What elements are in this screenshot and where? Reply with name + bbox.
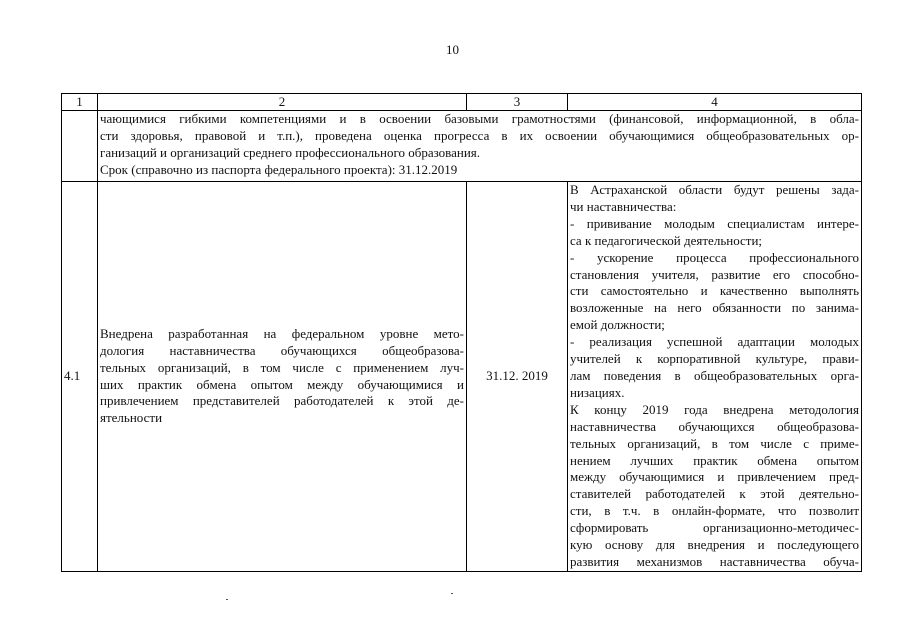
event-line: ших практик обмена опытом между обучающимися и: [100, 376, 464, 392]
header-col-3: 3: [467, 94, 568, 111]
continuation-line: ганизаций и организаций среднего профессионального образования.: [100, 144, 481, 160]
result-line: - реализация успешной адаптации молодых: [570, 334, 859, 350]
result-line: В Астраханской области будут решены зада-: [570, 182, 859, 197]
result-line: кую основу для внедрения и последующего: [570, 537, 859, 553]
result-line: наставничества обучающихся общеобразова-: [570, 418, 859, 434]
result-line: сти самостоятельно и качественно выполнять: [570, 283, 859, 299]
continuation-row: [62, 111, 862, 182]
table-row: [62, 182, 862, 572]
deadline-date-cell: 31.12. 2019: [467, 182, 568, 572]
event-line: тельных организаций, в том числе с применением луч-: [100, 359, 464, 375]
result-line: нением лучших практик обмена опытом: [570, 452, 859, 468]
header-col-1: 1: [62, 94, 98, 111]
result-line: становления учителя, развитие его способно-: [570, 266, 859, 282]
result-line: учителей к корпоративной культуре, прави-: [570, 351, 859, 367]
result-line: ставителей работодателей к этой деятельно-: [570, 486, 859, 502]
scan-speck: [226, 599, 228, 600]
result-line: тельных организаций, в том числе с приме-: [570, 435, 859, 451]
result-line: - прививание молодым специалистам интере-: [570, 215, 859, 231]
scan-speck: [451, 593, 453, 594]
row-number: 4.1: [62, 182, 98, 572]
result-line: са к педагогической деятельности;: [570, 232, 763, 248]
result-line: - ускорение процесса профессионального: [570, 249, 859, 265]
document-table: [61, 93, 862, 572]
result-line: возложенные на него обязанности по занима-: [570, 300, 859, 316]
result-line: между обучающимися и привлечением пред-: [570, 469, 859, 485]
header-col-2: 2: [98, 94, 467, 111]
event-line: ятельности: [100, 410, 163, 426]
continuation-line: сти здоровья, правовой и т.п.), проведена оценка прогресса в их освоении обучающимися общеобразовательных ор-: [100, 127, 859, 143]
result-line: низациях.: [570, 384, 625, 400]
result-line: сформировать организационно-методичес-: [570, 520, 859, 536]
table-header-row: [62, 94, 862, 111]
result-line: сти, в т.ч. в онлайн-формате, что позволит: [570, 503, 859, 519]
result-line: чи наставничества:: [570, 198, 677, 214]
page-number: 10: [446, 42, 459, 57]
header-col-4: 4: [568, 94, 862, 111]
event-line: Внедрена разработанная на федеральном уровне мето-: [100, 325, 464, 341]
result-line: емой должности;: [570, 317, 665, 333]
continuation-line: чающимися гибкими компетенциями и в освоении базовыми грамотностями (финансовой, информационной, в обла-: [100, 111, 859, 126]
result-line: развития механизмов наставничества обуча-: [570, 553, 859, 569]
deadline-text: Срок (справочно из паспорта федерального проекта): 31.12.2019: [100, 161, 458, 177]
result-line: лам поведения в общеобразовательных орга-: [570, 367, 859, 383]
event-description-cell: [98, 182, 467, 572]
event-line: дология наставничества обучающихся общеобразова-: [100, 342, 464, 358]
result-line: К концу 2019 года внедрена методология: [570, 401, 859, 417]
result-description-cell: [568, 182, 862, 572]
continuation-number-cell: [62, 111, 98, 182]
event-line: привлечением представителей работодателей к этой де-: [100, 393, 464, 409]
continuation-text-cell: [98, 111, 862, 182]
